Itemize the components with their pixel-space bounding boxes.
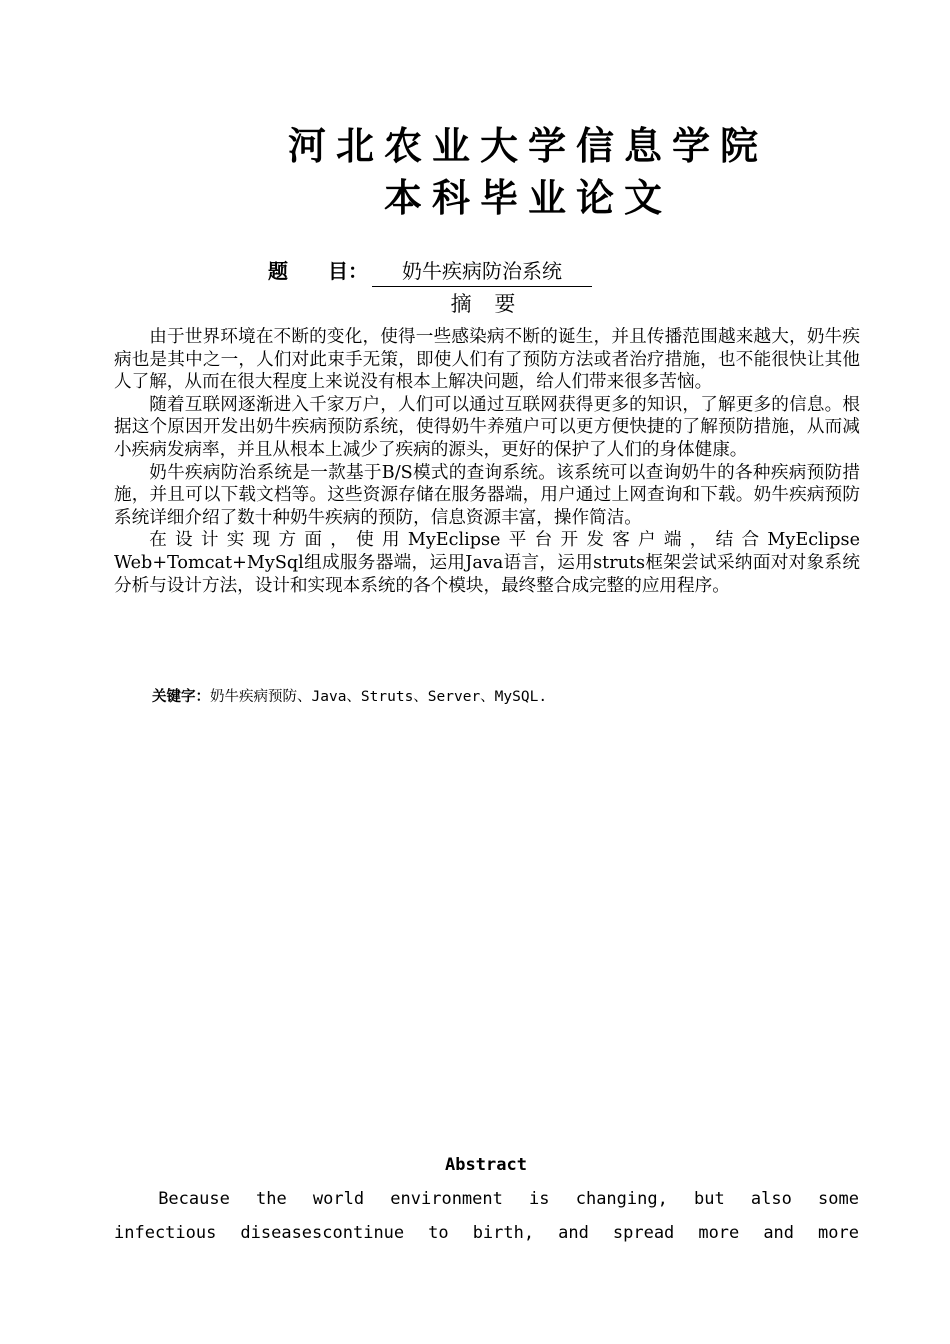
chinese-abstract-heading: 摘 要 bbox=[450, 292, 524, 316]
abstract-paragraph-3: 奶牛疾病防治系统是一款基于B/S模式的查询系统。该系统可以查询奶牛的各种疾病预防措施，并且可以下载文档等。这些资源存储在服务器端，用户通过上网查询和下载。奶牛疾病预防系统详细介绍了数十种奶牛疾病的预防，信息资源丰富，操作简洁。 bbox=[114, 462, 860, 528]
thesis-type-title: 本科毕业论文 bbox=[383, 176, 672, 220]
thesis-topic-row bbox=[268, 256, 592, 287]
abstract-paragraph-1: 由于世界环境在不断的变化，使得一些感染病不断的诞生，并且传播范围越来越大，奶牛疾病也是其中之一，人们对此束手无策，即使人们有了预防方法或者治疗措施，也不能很快让其他人了解，从而在很大程度上来说没有根本上解决问题，给人们带来很多苦恼。 bbox=[114, 327, 860, 393]
chinese-abstract-body bbox=[114, 326, 860, 597]
topic-label: 题 目： bbox=[268, 259, 368, 283]
topic-value: 奶牛疾病防治系统 bbox=[372, 256, 592, 287]
keywords-line bbox=[152, 686, 547, 708]
institution-title: 河北农业大学信息学院 bbox=[287, 124, 768, 168]
abstract-paragraph-2: 随着互联网逐渐进入千家万户，人们可以通过互联网获得更多的知识，了解更多的信息。根据这个原因开发出奶牛疾病预防系统，使得奶牛养殖户可以更方便快捷的了解预防措施，从而减小疾病发病率，并且从根本上减少了疾病的源头，更好的保护了人们的身体健康。 bbox=[114, 394, 860, 460]
english-abstract-heading: Abstract bbox=[445, 1155, 527, 1175]
keywords-value: 奶牛疾病预防、Java、Struts、Server、MySQL. bbox=[210, 689, 548, 705]
english-abstract-body: Because the world environment is changing, but also some infectious diseasescontinue to birth, and spread more and more bbox=[114, 1189, 859, 1243]
abstract-paragraph-4: 在设计实现方面，使用MyEclipse平台开发客户端，结合MyEclipse Web+Tomcat+MySql组成服务器端，运用Java语言，运用struts框架尝试采纳面对对象系统分析与设计方法，设计和实现本系统的各个模块，最终整合成完整的应用程序。 bbox=[114, 530, 860, 596]
keywords-label: 关键字： bbox=[152, 689, 210, 705]
